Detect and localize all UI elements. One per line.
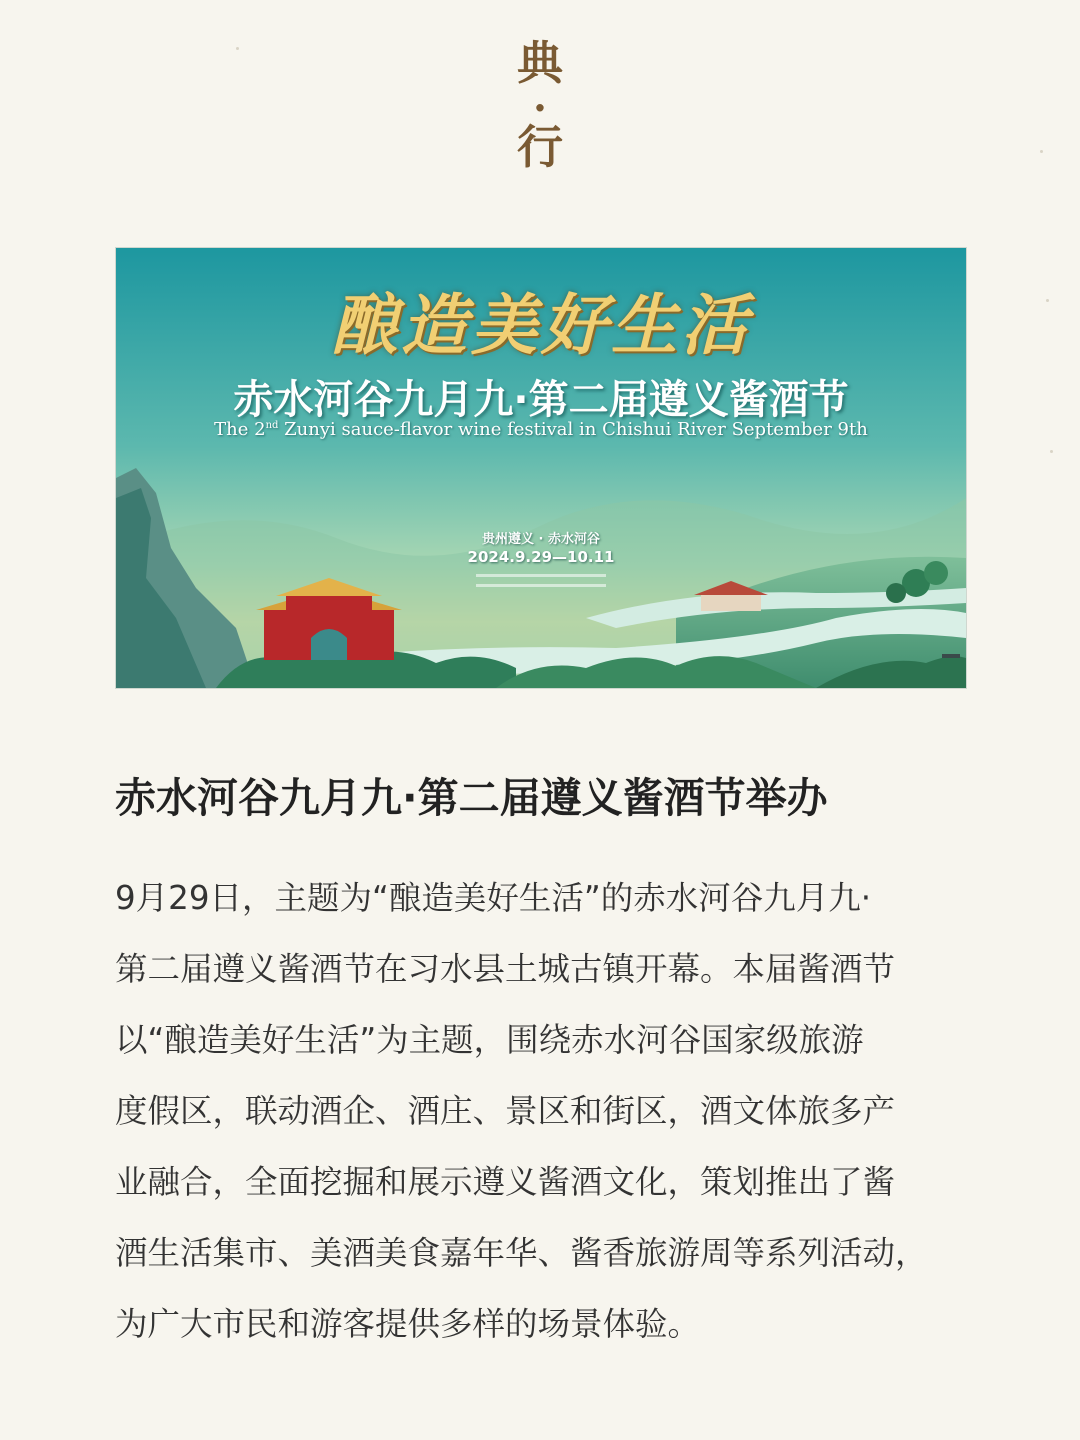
banner-dates: 2024.9.29—10.11 [467, 548, 615, 566]
banner-calligraphy-tagline: 酿造美好生活 [331, 286, 751, 364]
banner-title-en-suffix: Zunyi sauce-flavor wine festival in Chishui River September 9th [278, 419, 868, 440]
banner-title-en-sup: nd [265, 420, 279, 431]
article-body-line: 9月29日，主题为“酿造美好生活”的赤水河谷九月九· [115, 879, 872, 917]
festival-banner-image [115, 247, 967, 689]
banner-fine-print [476, 574, 606, 577]
article-body-line: 第二届遵义酱酒节在习水县土城古镇开幕。本届酱酒节 [115, 950, 896, 988]
section-title-char-bottom: 行 [517, 120, 563, 174]
paper-speck [1046, 299, 1049, 302]
banner-location: 贵州遵义 · 赤水河谷 [482, 532, 600, 547]
article-body-line: 以“酿造美好生活”为主题，围绕赤水河谷国家级旅游 [115, 1021, 864, 1059]
banner-title-en-prefix: The 2 [214, 419, 266, 440]
paper-speck [1050, 450, 1053, 453]
section-title-separator: · [533, 85, 547, 132]
banner-title-en [116, 419, 966, 440]
banner-title-cn: 赤水河谷九月九·第二届遵义酱酒节 [233, 377, 849, 423]
article-body-line: 度假区，联动酒企、酒庄、景区和街区，酒文体旅多产 [115, 1092, 896, 1130]
banner-fine-print [476, 584, 606, 587]
article-body-line: 酒生活集市、美酒美食嘉年华、酱香旅游周等系列活动， [115, 1234, 928, 1272]
article-body [115, 870, 985, 1367]
article-body-line: 业融合，全面挖掘和展示遵义酱酒文化，策划推出了酱 [115, 1163, 896, 1201]
article-headline: 赤水河谷九月九·第二届遵义酱酒节举办 [115, 774, 828, 822]
section-title-char-top: 典 [517, 36, 563, 90]
article-body-line: 为广大市民和游客提供多样的场景体验。 [115, 1305, 701, 1343]
section-title [0, 36, 1080, 178]
